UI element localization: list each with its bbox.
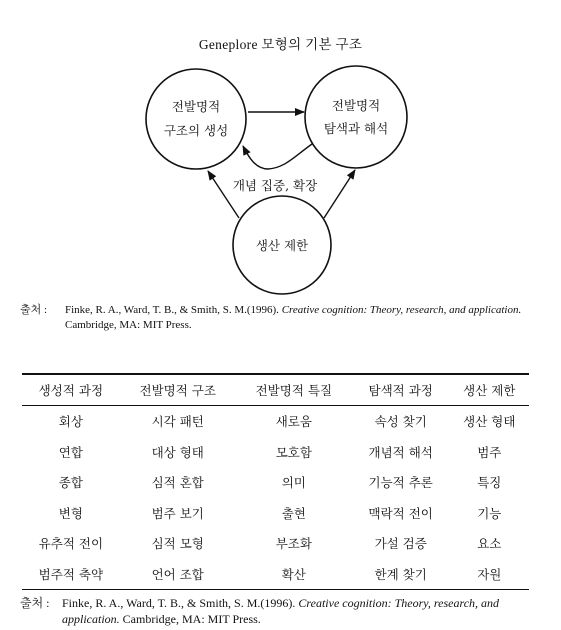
table-cell: 시각 패턴: [151, 414, 204, 430]
table-row: [22, 437, 529, 468]
exploratory-node-line2: 탐색과 해석: [323, 121, 389, 136]
table-cell: 회상: [58, 414, 83, 430]
exploratory-node-line1: 전발명적: [331, 98, 381, 113]
table-row: [22, 559, 529, 590]
table-cell: 확산: [281, 566, 306, 582]
table-cell: 연합: [58, 444, 83, 460]
constraints-to-exploratory-arrow: [324, 170, 355, 218]
table-cell: 범주: [477, 444, 502, 460]
table-cell: 새로움: [275, 414, 312, 430]
table-cell: 심적 혼합: [151, 475, 204, 491]
diagram-title: Geneplore 모형의 기본 구조: [198, 37, 363, 52]
table-row: [22, 467, 529, 498]
table-header-cell: 생성적 과정: [38, 383, 104, 398]
table-cell: 출현: [281, 505, 306, 521]
source-book-title: Creative cognition: Theory, research, and application.: [62, 596, 500, 626]
source-lead: 출처 :: [20, 304, 48, 316]
source-lead: 출처 :: [20, 596, 50, 610]
table-cell: 특징: [477, 475, 502, 491]
constraints-node-label: 생산 제한: [255, 238, 309, 253]
table-header-cell: 전발명적 구조: [139, 383, 216, 398]
table-cell: 대상 형태: [151, 444, 204, 460]
table-cell: 범주적 축약: [38, 566, 104, 582]
generative-node-line2: 구조의 생성: [163, 123, 229, 138]
source-publisher: Cambridge, MA: MIT Press.: [65, 319, 192, 331]
table-cell: 종합: [58, 475, 83, 491]
table-header-row: [22, 374, 529, 406]
table-cell: 생산 형태: [463, 414, 516, 430]
table-cell: 부조화: [275, 536, 312, 552]
table-cell: 심적 모형: [151, 536, 204, 552]
table-cell: 기능: [477, 505, 502, 521]
source-citation: [65, 303, 540, 333]
table-row: [22, 498, 529, 529]
source-book-title: Creative cognition: Theory, research, and application.: [281, 304, 522, 316]
table-cell: 요소: [477, 536, 502, 552]
table-header-cell: 탐색적 과정: [368, 383, 433, 398]
table-cell: 의미: [281, 475, 306, 491]
source-publisher: Cambridge, MA: MIT Press.: [122, 612, 261, 626]
table-cell: 모호함: [275, 444, 312, 460]
explore-to-generate-arrow: [243, 144, 312, 169]
table-cell: 범주 보기: [151, 505, 204, 521]
table-cell: 가설 검증: [374, 536, 427, 552]
table-header-cell: 전발명적 특질: [255, 383, 333, 398]
exploratory-structures-node: [305, 66, 407, 168]
table-row: [22, 406, 529, 437]
table-header-cell: 생산 제한: [463, 383, 516, 398]
geneplore-diagram: [0, 0, 561, 300]
table-row: [22, 528, 529, 559]
table-cell: 속성 찾기: [374, 414, 427, 430]
table-cell: 맥락적 전이: [368, 505, 433, 521]
source-authors: Finke, R. A., Ward, T. B., & Smith, S. M.(1996).: [62, 596, 296, 610]
source-authors: Finke, R. A., Ward, T. B., & Smith, S. M.(1996).: [65, 304, 279, 316]
source-citation: [62, 595, 545, 627]
geneplore-table: [22, 373, 529, 590]
table-cell: 자원: [477, 566, 502, 582]
table-cell: 한계 찾기: [374, 566, 427, 582]
table-cell: 변형: [58, 505, 83, 521]
table-cell: 언어 조합: [151, 566, 204, 582]
generative-structures-node: [146, 69, 246, 169]
table-cell: 유추적 전이: [38, 536, 104, 552]
focus-expansion-label: 개념 집중, 확장: [232, 178, 318, 193]
table-cell: 개념적 해석: [368, 444, 433, 460]
table-cell: 기능적 추론: [368, 475, 433, 491]
generative-node-line1: 전발명적: [171, 99, 221, 114]
